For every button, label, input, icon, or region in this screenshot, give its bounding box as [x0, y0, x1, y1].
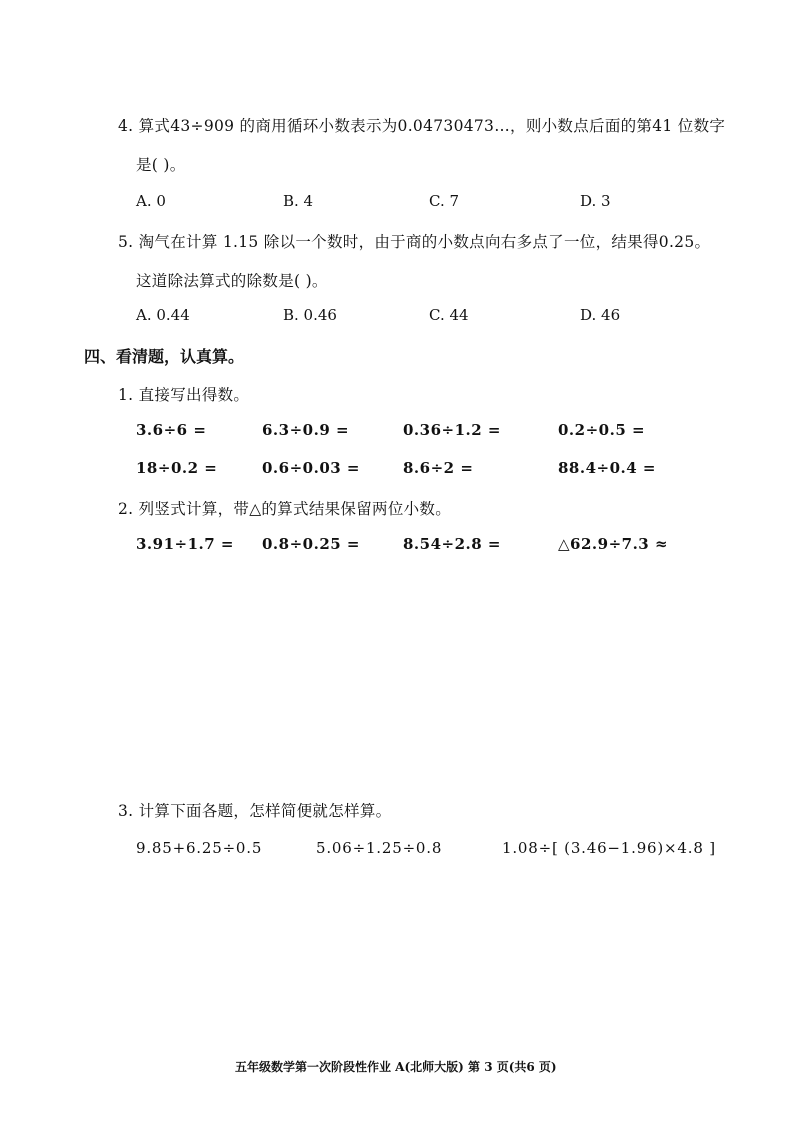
question-4-option-b: B. 4	[283, 192, 314, 210]
mental-calc-item: 0.6÷0.03 =	[262, 459, 360, 477]
vertical-calc-item: 0.8÷0.25 =	[262, 535, 360, 553]
mental-calc-item: 0.36÷1.2 =	[403, 421, 501, 439]
part-3-label: 3. 计算下面各题，怎样简便就怎样算。	[118, 802, 392, 820]
question-5-text: 5. 淘气在计算 1.15 除以一个数时，由于商的小数点向右多点了一位，结果得0.25。	[118, 233, 711, 251]
mental-calc-item: 6.3÷0.9 =	[262, 421, 350, 439]
page-footer: 五年级数学第一次阶段性作业 A(北师大版) 第 3 页(共6 页)	[235, 1060, 557, 1074]
question-5-option-d: D. 46	[580, 306, 621, 324]
question-4-text: 4. 算式43÷909 的商用循环小数表示为0.04730473…，则小数点后面的第41 位数字	[118, 117, 726, 135]
question-4-option-c: C. 7	[429, 192, 460, 210]
vertical-calc-item: 8.54÷2.8 =	[403, 535, 501, 553]
question-4-option-d: D. 3	[580, 192, 611, 210]
question-4-blank: 是( )。	[136, 156, 186, 174]
simplify-calc-item: 5.06÷1.25÷0.8	[316, 839, 443, 857]
mental-calc-item: 3.6÷6 =	[136, 421, 207, 439]
simplify-calc-item: 1.08÷[ (3.46−1.96)×4.8 ]	[502, 839, 716, 857]
part-2-label: 2. 列竖式计算，带△的算式结果保留两位小数。	[118, 500, 452, 518]
question-5-blank: 这道除法算式的除数是( )。	[136, 272, 328, 290]
question-5-option-b: B. 0.46	[283, 306, 337, 324]
mental-calc-item: 8.6÷2 =	[403, 459, 474, 477]
question-4-option-a: A. 0	[136, 192, 166, 210]
mental-calc-item: 18÷0.2 =	[136, 459, 218, 477]
section-4-title: 四、看清题，认真算。	[84, 347, 245, 366]
mental-calc-item: 0.2÷0.5 =	[558, 421, 646, 439]
vertical-calc-item: 3.91÷1.7 =	[136, 535, 234, 553]
simplify-calc-item: 9.85+6.25÷0.5	[136, 839, 263, 857]
question-5-option-a: A. 0.44	[136, 306, 190, 324]
question-5-option-c: C. 44	[429, 306, 469, 324]
vertical-calc-item: △62.9÷7.3 ≈	[558, 535, 669, 553]
mental-calc-item: 88.4÷0.4 =	[558, 459, 656, 477]
part-1-label: 1. 直接写出得数。	[118, 386, 250, 404]
